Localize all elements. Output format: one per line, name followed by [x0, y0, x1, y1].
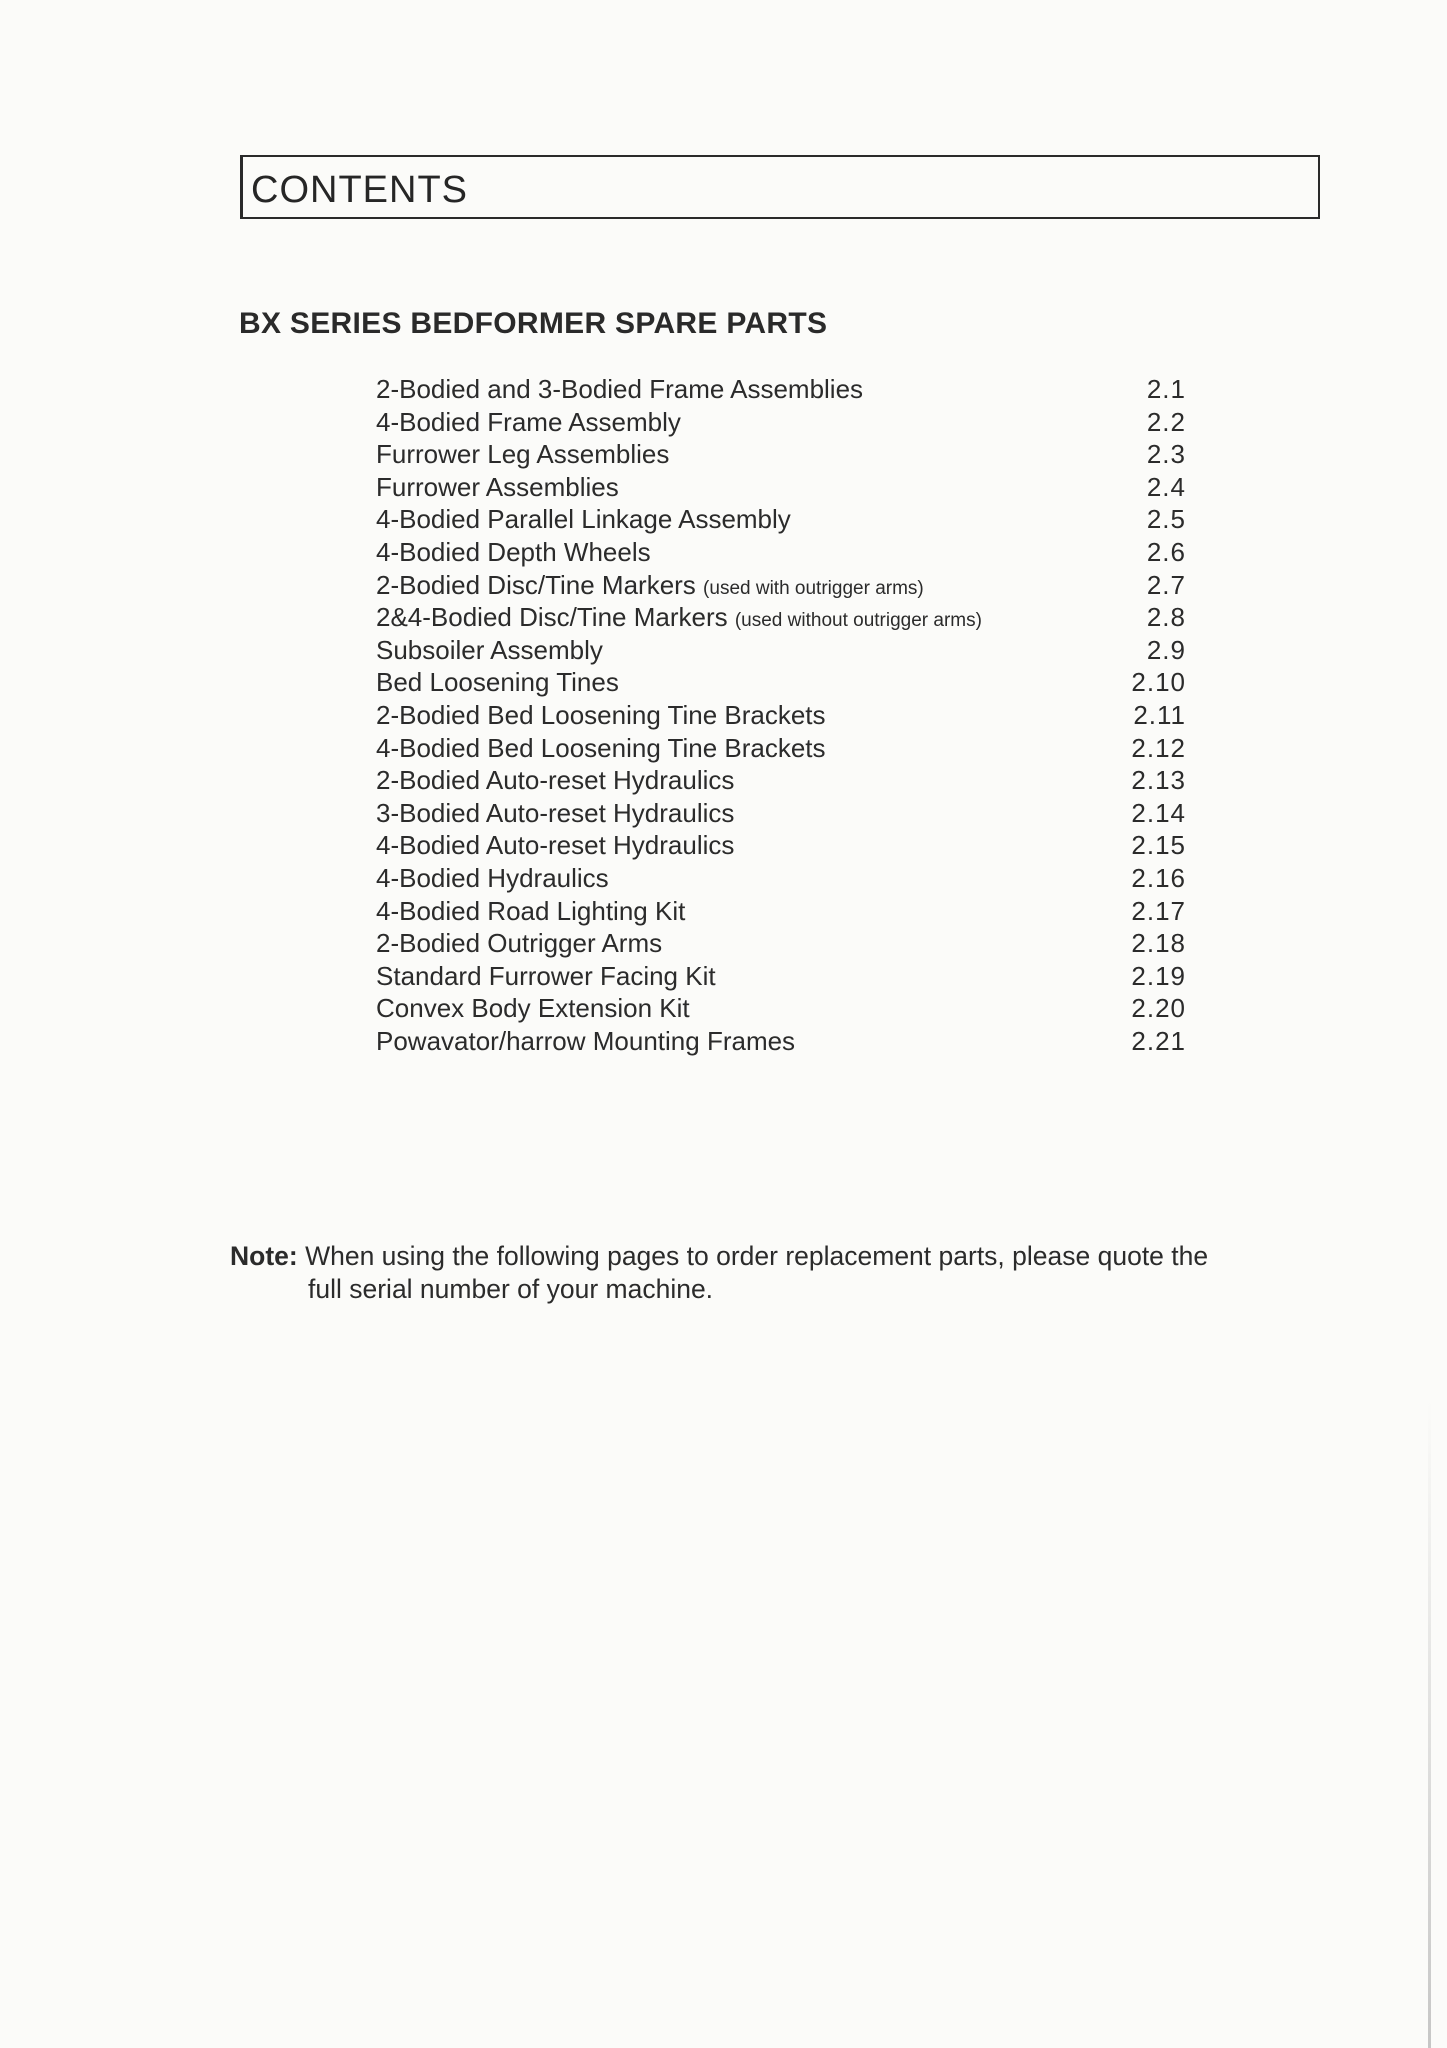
toc-entry-page: 2.20	[1131, 993, 1186, 1024]
toc-entry	[376, 862, 1186, 895]
toc-entry-label: Subsoiler Assembly	[376, 634, 603, 665]
toc-entry-title	[376, 569, 924, 605]
toc-entry-label: 2-Bodied Disc/Tine Markers	[376, 569, 696, 600]
toc-entry	[376, 960, 1186, 993]
table-of-contents	[376, 373, 1186, 1057]
toc-entry	[376, 829, 1186, 862]
toc-entry-label: 4-Bodied Depth Wheels	[376, 536, 651, 567]
toc-entry-page: 2.18	[1131, 928, 1186, 959]
toc-entry	[376, 732, 1186, 765]
toc-entry-page: 2.4	[1146, 471, 1186, 502]
toc-entry-label: Powavator/harrow Mounting Frames	[376, 1025, 796, 1056]
toc-entry-title	[376, 1025, 795, 1057]
toc-entry-title	[376, 992, 690, 1024]
toc-entry-label: Furrower Leg Assemblies	[376, 439, 670, 470]
toc-entry-title	[376, 634, 603, 666]
toc-entry-page: 2.11	[1133, 699, 1186, 730]
toc-entry-title	[376, 438, 669, 470]
toc-entry-title	[376, 601, 982, 637]
page-title: CONTENTS	[251, 169, 468, 211]
toc-entry-page: 2.21	[1131, 1025, 1186, 1056]
toc-entry-page: 2.1	[1146, 374, 1186, 404]
toc-entry	[376, 406, 1186, 439]
note-block	[230, 1240, 1330, 1306]
toc-entry-label: 4-Bodied Frame Assembly	[376, 406, 681, 437]
toc-entry-title	[376, 666, 619, 698]
toc-entry	[376, 634, 1186, 667]
toc-entry-label: 4-Bodied Auto-reset Hydraulics	[376, 830, 735, 861]
toc-entry-label: 4-Bodied Bed Loosening Tine Brackets	[376, 732, 826, 763]
toc-entry-label: 4-Bodied Hydraulics	[376, 862, 609, 893]
toc-entry-title	[376, 960, 716, 992]
toc-entry-page: 2.8	[1146, 602, 1186, 633]
toc-entry-title	[376, 699, 826, 731]
toc-entry-title	[376, 373, 863, 405]
toc-entry-page: 2.15	[1131, 830, 1186, 861]
toc-entry-page: 2.19	[1131, 960, 1186, 991]
section-heading: BX SERIES BEDFORMER SPARE PARTS	[239, 307, 828, 340]
toc-entry-label: 2-Bodied and 3-Bodied Frame Assemblies	[376, 374, 864, 404]
toc-entry-label: Standard Furrower Facing Kit	[376, 960, 716, 991]
toc-entry-note: (used with outrigger arms)	[703, 577, 924, 599]
toc-entry-title	[376, 503, 791, 535]
toc-entry	[376, 764, 1186, 797]
toc-entry-page: 2.10	[1131, 667, 1186, 698]
note-line-1	[230, 1240, 1330, 1273]
toc-entry-title	[376, 797, 734, 829]
toc-entry-label: 4-Bodied Road Lighting Kit	[376, 895, 686, 926]
toc-entry	[376, 601, 1186, 634]
toc-entry-label: Bed Loosening Tines	[376, 667, 619, 698]
toc-entry-title	[376, 927, 662, 959]
toc-entry	[376, 927, 1186, 960]
toc-entry-title	[376, 471, 619, 503]
toc-entry	[376, 992, 1186, 1025]
toc-entry	[376, 699, 1186, 732]
toc-entry-page: 2.9	[1146, 634, 1186, 665]
toc-entry-label: Furrower Assemblies	[376, 471, 619, 502]
toc-entry-title	[376, 536, 651, 568]
toc-entry	[376, 797, 1186, 830]
toc-entry-page: 2.12	[1131, 732, 1186, 763]
toc-entry-label: 4-Bodied Parallel Linkage Assembly	[376, 504, 791, 535]
toc-entry-page: 2.3	[1146, 439, 1186, 470]
toc-entry-page: 2.6	[1146, 536, 1186, 567]
note-line-2: full serial number of your machine.	[308, 1274, 714, 1304]
toc-entry-page: 2.7	[1146, 569, 1186, 600]
toc-entry	[376, 438, 1186, 471]
toc-entry	[376, 503, 1186, 536]
toc-entry-title	[376, 732, 826, 764]
toc-entry-label: 2&4-Bodied Disc/Tine Markers	[376, 602, 728, 633]
toc-entry-label: 2-Bodied Outrigger Arms	[376, 928, 663, 959]
toc-entry-title	[376, 862, 609, 894]
toc-entry-page: 2.16	[1131, 862, 1186, 893]
note-label: Note:	[230, 1241, 298, 1271]
title-box	[240, 155, 1320, 219]
toc-entry-title	[376, 764, 734, 796]
toc-entry-label: 3-Bodied Auto-reset Hydraulics	[376, 797, 735, 828]
toc-entry-page: 2.17	[1131, 895, 1186, 926]
scan-edge-shadow	[1428, 1400, 1431, 2048]
toc-entry-title	[376, 895, 685, 927]
toc-entry	[376, 373, 1186, 406]
toc-entry	[376, 895, 1186, 928]
toc-entry-label: 2-Bodied Auto-reset Hydraulics	[376, 765, 735, 796]
toc-entry	[376, 666, 1186, 699]
toc-entry	[376, 569, 1186, 602]
toc-entry-page: 2.13	[1131, 765, 1186, 796]
toc-entry-page: 2.14	[1131, 797, 1186, 828]
toc-entry-page: 2.5	[1146, 504, 1186, 535]
toc-entry	[376, 1025, 1186, 1058]
toc-entry-page: 2.2	[1146, 406, 1186, 437]
toc-entry-title	[376, 406, 681, 438]
note-text-1: When using the following pages to order replacement parts, please quote the	[305, 1241, 1209, 1271]
toc-entry-title	[376, 829, 734, 861]
toc-entry-note: (used without outrigger arms)	[734, 610, 982, 632]
toc-entry	[376, 536, 1186, 569]
toc-entry-label: Convex Body Extension Kit	[376, 993, 690, 1024]
toc-entry-label: 2-Bodied Bed Loosening Tine Brackets	[376, 699, 826, 730]
toc-entry	[376, 471, 1186, 504]
